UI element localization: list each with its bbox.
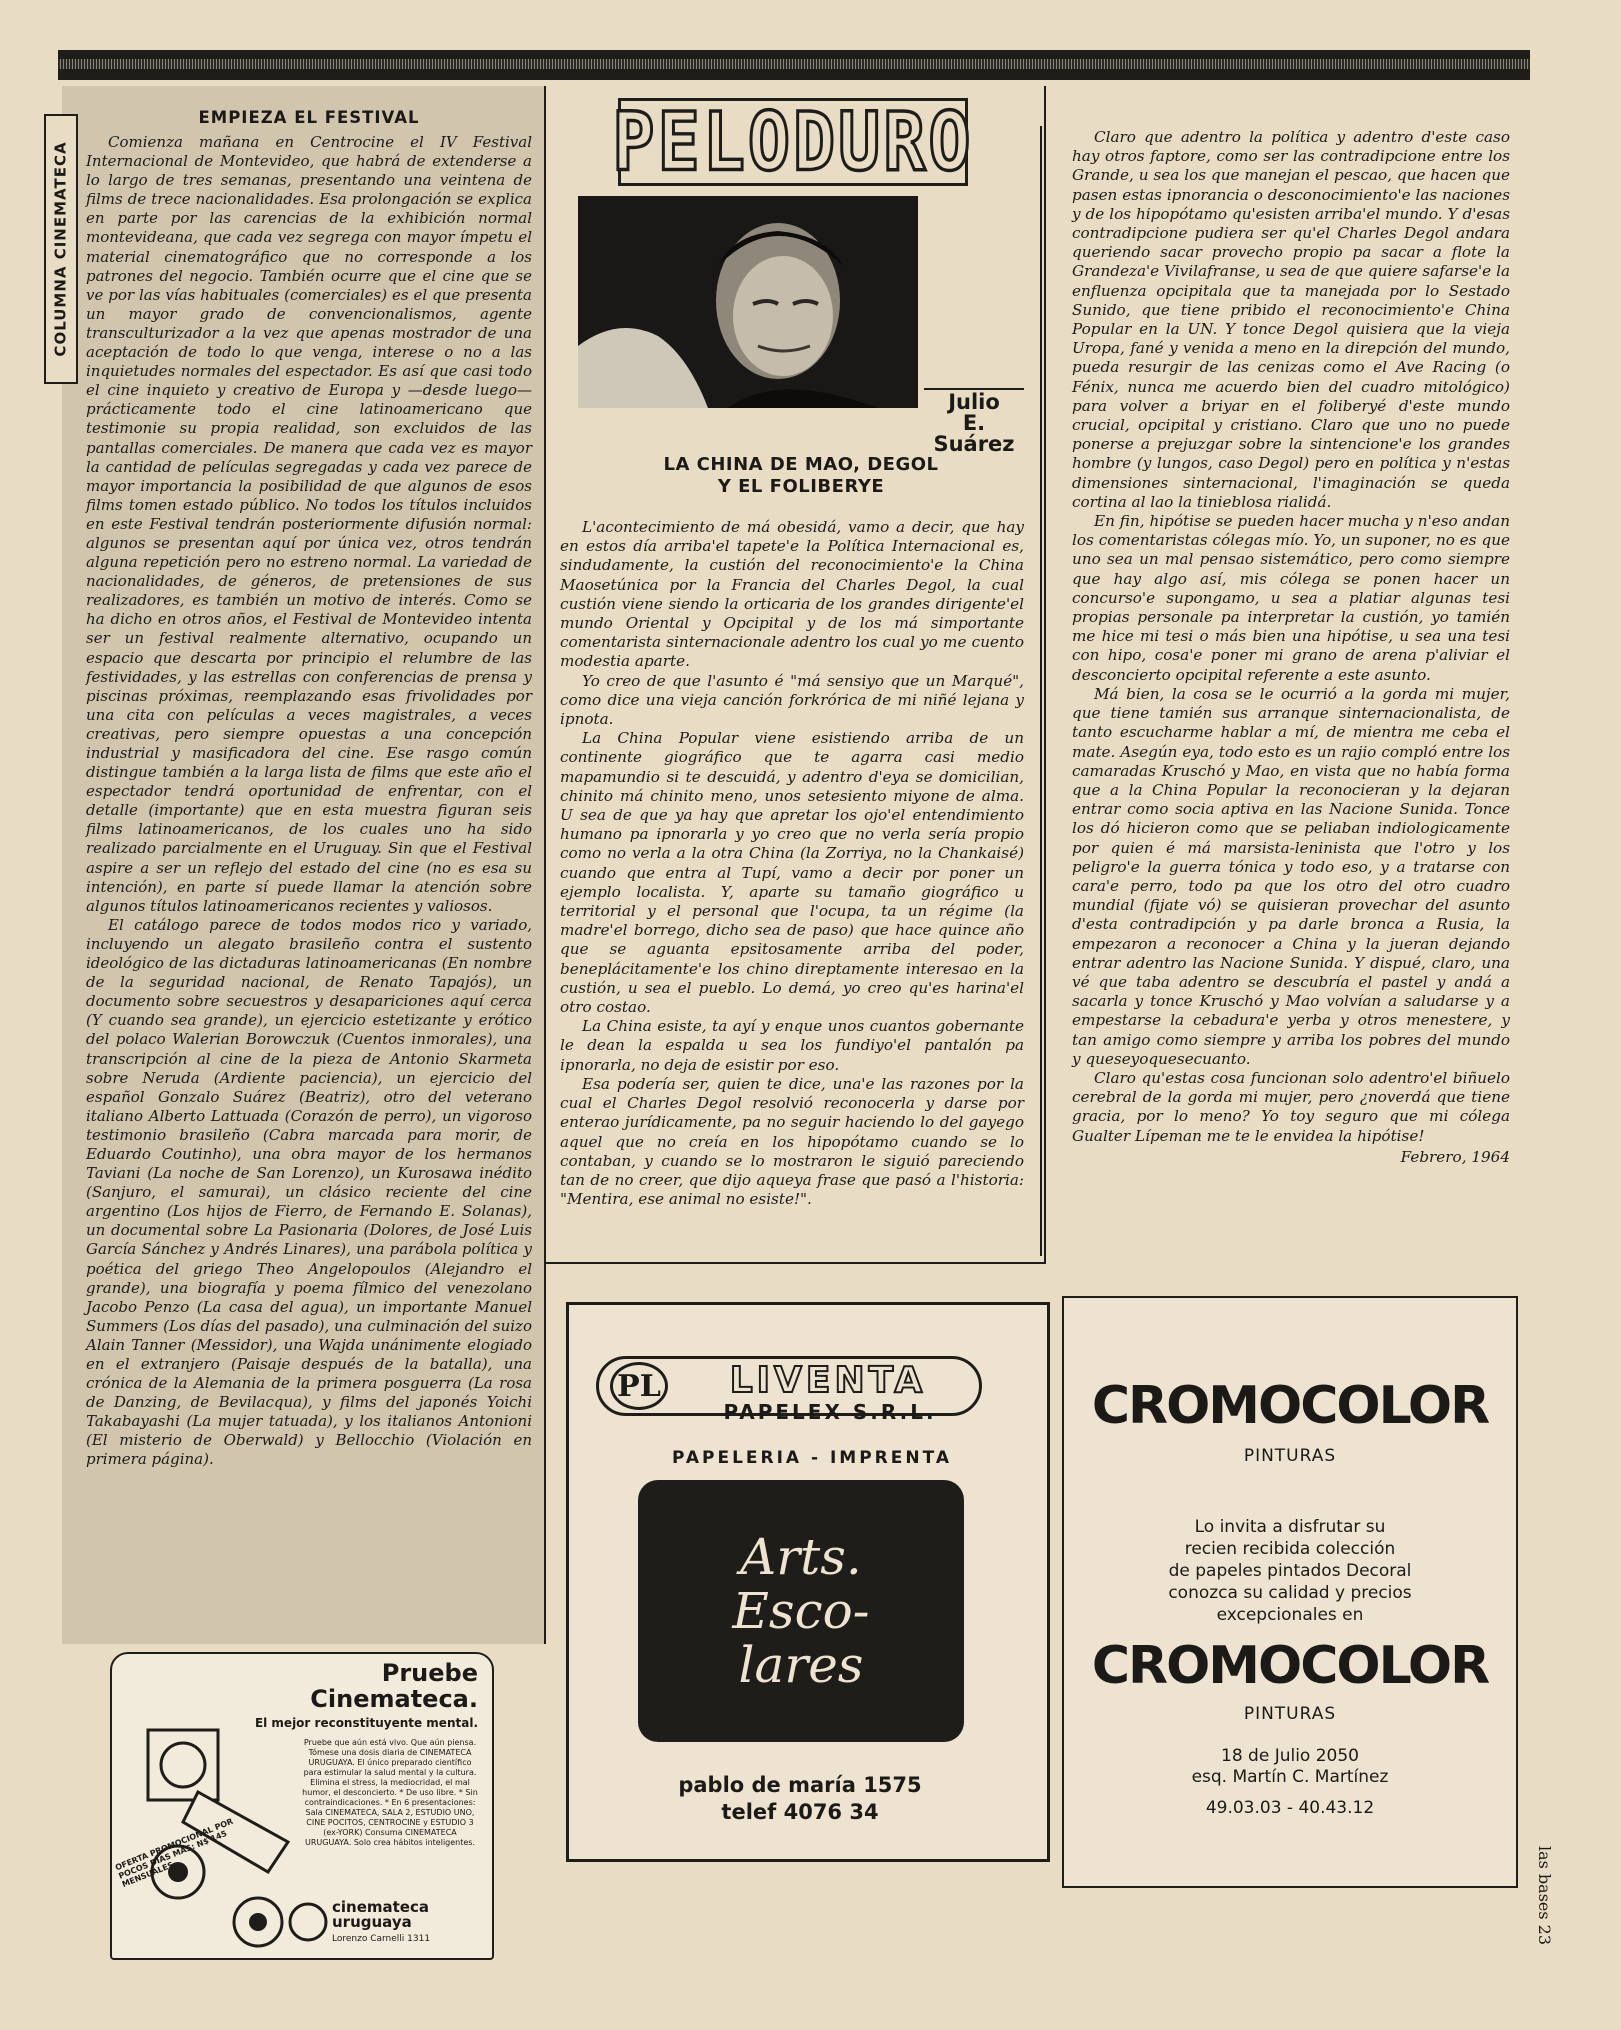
article-paragraph: La China esiste, ta ayí y enque unos cuantos gobernante le dean la espalda u sea los fundiyo'el pantalón pa ipnorarla, no deja de esistir por eso. <box>560 1017 1024 1074</box>
article-paragraph: La China Popular viene esistiendo arriba de un continente giográfico que te agarra casi medio mapamundio si te descuidá, y adentro d'eya se domicilian, chinito má chinito meno, unos setesiento miyone de alma. U sea de que ya hay que apretar los ojo'el entendimiento humano pa ipnorarla y yo creo que no verla sería propio como no verla a la otra China (la Zorriya, no la Chankaisé) cuando que entra al Tupí, vamo a decir por poner un ejemplo localista. Y, aparte su tamaño giográfico u territorial y el personal que l'ocupa, ta un régime (la madre'el borrego, dicho sea de paso) que hace quince año que se aguanta epsitosamente arriba del poder, beneplácitamente'e los chino direptamente interesao en la custión, u sea el pueblo. Lo demá, yo creo qu'es harina'el otro costao. <box>560 729 1024 1017</box>
article-body-right <box>1072 128 1510 1167</box>
liventa-contact: pablo de maría 1575 telef 4076 34 <box>678 1773 922 1824</box>
article-paragraph: Yo creo de que l'asunto é "má sensiyo que un Marqué", como dice una vieja canción forkrórica de mi niñé lejana y ipnota. <box>560 671 1024 729</box>
liventa-name: LIVENTA <box>729 1360 927 1401</box>
page-number: las bases 23 <box>1535 1845 1555 1945</box>
column-heading: EMPIEZA EL FESTIVAL <box>198 108 420 127</box>
cromocolor-brand: CROMOCOLOR <box>1091 1376 1489 1436</box>
cinemateca-logo: cinemateca uruguaya <box>332 1898 429 1931</box>
cromocolor-body: Lo invita a disfrutar su recien recibida colección de papeles pintados Decoral conozca su calidad y precios excepcionales en <box>1168 1517 1412 1625</box>
cinemateca-ad-subhead: El mejor reconstituyente mental. <box>254 1716 478 1730</box>
cinemateca-ad-promo: OFERTA PROMOCIONAL POR POCOS DIAS MAS: N$ 145 MENSUALES <box>114 1816 235 1890</box>
author-photo <box>578 196 918 408</box>
article-headline: LA CHINA DE MAO, DEGOL Y EL FOLIBERYE <box>663 454 939 497</box>
cromocolor-phones: 49.03.03 - 40.43.12 <box>1205 1798 1375 1818</box>
article-paragraph: En fin, hipótise se pueden hacer mucha y n'eso andan los comentaristas cólegas mío. Yo, un suponer, no es que uno sea un mal pensao sistemático, pero como siempre que hay algo así, mis cólega se ponen hacer un concurso'e supongamo, u sea a platiar algunas tesi propias personale pa interpretar la custión, yo tamién me hice mi tesi o más bien una hipótise, u sea una tesi con hipo, cosa'e poner mi grano de arena p'aliviar el desconcierto opcipital referente a este asunto. <box>1072 512 1510 684</box>
column-paragraph: Comienza mañana en Centrocine el IV Festival Internacional de Montevideo, que habrá de extenderse a lo largo de tres semanas, presentando una veintena de films de trece nacionalidades. Esa prolongación se explica en parte por las carencias de la exhibición normal montevideana, que cada vez segrega con mayor ímpetu el material cinematográfico que no corresponde a los patrones del negocio. También ocurre que el cine que se ve por las vías habituales (comerciales) es el que presenta un mayor grado de convencionalismos, agente transculturizador a la vez que apenas mostrador de una aceptación de todo lo que venga, interese o no a las inquietudes normales del espectador. Es así que casi todo el cine inquieto y creativo de Europa y —desde luego— prácticamente todo el cine latinoamericano que testimonie su propia realidad, son excluidos de las pantallas comerciales. De manera que cada vez es mayor la cantidad de películas segregadas y cada vez parece de mayor importancia la posibilidad de que algunos de esos films tomen estado público. No todos los títulos incluidos en este Festival tendrán posteriormente difusión normal: algunos se presentan aquí por única vez, otros tendrán alguna repetición pero no estreno normal. La variedad de nacionalidades, de géneros, de pretensiones de sus realizadores, es también un motivo de interés. Como se ha dicho en otros años, el Festival de Montevideo intenta ser un festival realmente alternativo, ocupando un espacio que descarta por principio el relumbre de las festividades, y las estrellas con conferencias de prensa y piscinas próximas, reemplazando esas frivolidades por una cita con películas a veces magistrales, a veces creativas, pero siempre opuestas a una concepción industrial y masificadora del cine. Ese rasgo común distingue también a la larga lista de films que este año el espectador tendrá oportunidad de enfrentar, con el detalle (importante) que en esta muestra figuran seis films latinoamericanos, de los cuales uno ha sido realizado parcialmente en el Uruguay. Sin que el Festival aspire a ser un reflejo del estado del cine (no es esa su intención), en parte sí puede llamar la atención sobre algunos títulos latinoamericanos recientes y valiosos. <box>86 133 532 915</box>
masthead-title: PELODURO <box>612 94 974 190</box>
article-body-left <box>560 518 1024 1209</box>
cromocolor-brand: CROMOCOLOR <box>1091 1636 1489 1696</box>
cinemateca-address: Lorenzo Carnelli 1311 <box>332 1934 431 1944</box>
arts-escolares-box <box>638 1480 964 1742</box>
cinemateca-column <box>62 86 546 1644</box>
cromocolor-address: 18 de Julio 2050 esq. Martín C. Martínez <box>1191 1746 1389 1787</box>
cinemateca-ad-headline: Pruebe Cinemateca. <box>310 1659 478 1713</box>
liventa-tagline: PAPELERIA - IMPRENTA <box>671 1448 953 1468</box>
arts-escolares-text: Arts. Esco- lares <box>732 1528 870 1694</box>
article-paragraph: Claro que adentro la política y adentro d'este caso hay otros faptore, como ser las contradipcione entre los Grande, u sea los que manejan el pescao, que hacen que pasen estas ipnorancia o desconocimiento'e las naciones y de los hipopótamo qu'esisten arriba'el mundo. Y d'esas contradipcione pudiera ser qu'el Charles Degol andara queriendo sacar provecho propio pa sacar a flote la Grandeza'e Vivilafranse, u sea de que quiere safarse'e la enfluenza opcipitala que ta manejada por lo Sestado Sunido, que tiene pribido el reconocimiento'e China Popular en la UN. Y tonce Degol quisiera que la vieja Uropa, fané y venida a meno en la direpción del mundo, pueda resurgir de las cenizas como el Ave Racing (o Fénix, nunca me acuerdo bien del cuadro mitológico) para volver a briyar en el foliberyé d'este mundo crucial, opcipital y cristiano. Claro que uno no puede ponerse a prejuzgar sobre la sintencione'e los grandes hombre (y lungos, caso Degol) pero en política y n'estas dimensiones sinternacional, l'imaginación se queda cortina al lao la tinieblosa rialidá. <box>1072 128 1510 511</box>
article-paragraph: Esa podería ser, quien te dice, una'e las razones por la cual el Charles Degol resolvió reconocerla y darse por enterao jurídicamente, pa no seguir haciendo lo del gayego aquel que no creía en los hipopótamo cuando se lo contaban, y cuando se lo mostraron le siguió pareciendo tan de no creer, que dijo aqueya frase que pasó a l'historia: "Mentira, ese animal no esiste!". <box>560 1074 1024 1209</box>
column-divider <box>1040 126 1042 1256</box>
liventa-logo-mark: PL <box>610 1362 668 1410</box>
top-rule <box>58 50 1530 80</box>
column-paragraph: El catálogo parece de todos modos rico y variado, incluyendo un alegato brasileño contra el sustento ideológico de las dictaduras latinoamericanas (En nombre de la seguridad nacional, de Renato Tapajós), un documento sobre secuestros y desapariciones aquí cerca (Y cuando sea grande), un ejercicio estetizante y erótico del polaco Walerian Borowczuk (Cuentos inmorales), una transcripción al cine de la pieza de Antonio Skarmeta sobre Neruda (Ardiente paciencia), un ejercicio del español Gonzalo Suárez (Beatriz), otro del veterano italiano Alberto Lattuada (Corazón de perro), un vigoroso testimonio brasileño (Cabra marcada para morir, de Eduardo Coutinho), una obra mayor de los hermanos Taviani (La noche de San Lorenzo), un Kurosawa inédito (Sanjuro, el samurai), un clásico reciente del cine argentino (Los hijos de Fierro, de Fernando E. Solanas), un documental sobre La Pasionaria (Dolores, de José Luis García Sánchez y Andrés Linares), una parábola política y poética del griego Theo Angelopoulos (Alejandro el grande), una biografía y poema fílmico del venezolano Jacobo Penzo (La casa del agua), un importante Manuel Summers (Los días del pasado), una culminación del suizo Alain Tanner (Messidor), una Wajda unánimente elogiado en el extranjero (Paisaje después de la batalla), una crónica de la Alemania de la primera posguerra (La rosa de Danzing, de Bevilacqua), y films del japonés Yoichi Takabayashi (La mujer tatuada), y los italianos Antonioni (El misterio de Oberwald) y Bellocchio (Violación en primera página). <box>86 915 532 1469</box>
liventa-company: PAPELEX S.R.L. <box>723 1400 937 1424</box>
article-paragraph: L'acontecimiento de má obesidá, vamo a decir, que hay en estos día arriba'el tapete'e la Política Internacional es, sindudamente, la custión del reconocimiento'e la China Maosetúnica por la Francia del Charles Degol, la cual custión viene siendo la orticaria de los grandes dirigente'el mundo Oriental y Opcipital y de los má simportante comentarista sinternacionale adentro los cual yo me cuento modestia aparte. <box>560 518 1024 671</box>
cinemateca-ad-copy: Pruebe que aún está vivo. Que aún piensa. Tómese una dosis diaria de CINEMATECA URUGUAYA. El único preparado científico para estimular la salud mental y la cultura. Elimina el stress, la mediocridad, el mal humor, el desconcierto. * De uso libre. * Sin contraindicaciones. * En 6 presentaciones: Sala CINEMATECA, SALA 2, ESTUDIO UNO, CINE POCITOS, CENTROCINE y ESTUDIO 3 (ex-YORK) Consuma CINEMATECA URUGUAYA. Solo crea hábitos inteligentes. <box>302 1738 478 1847</box>
byline: Julio E. Suárez <box>924 388 1024 455</box>
article-date: Febrero, 1964 <box>1400 1147 1510 1166</box>
cromocolor-sub: PINTURAS <box>1243 1704 1337 1724</box>
article-paragraph: Má bien, la cosa se le ocurrió a la gorda mi mujer, que tiene tamién sus arranque sinternacionalista, de tanto escucharme hablar a mí, de mientra me ceba el mate. Asegún eya, todo esto es un rajio compló entre los camaradas Kruschó y Mao, en vista que no había forma que a la China Popular la reconocieran y la dejaran entrar como socia aptiva en las Nacione Sunida. Tonce los dó hicieron como que se peliaban indiologicamente por quien é má marsista-leninista que l'otro y los peligro'e la guerra tónica y todo eso, y a tratarse con cara'e perro, todo pa que los otro del otro cuadro mundial (fijate vó) se quisieran provechar del asunto d'esta contradipción y pa darle bronca a Rusia, la empezaron a reconocer a China y la jueran dejando entrar adentro las Nacione Sunida. Y dispué, claro, una vé que taba adentro se descubría el pastel y andá a sacarla y tonce Kruschó y Mao volvían a saludarse y a empestarse la cebadura'e yerba y otros menestere, y tan amigo como siempre y arriba los pobres del mundo y queseyoquesecuanto. <box>1072 684 1510 1068</box>
column-label: COLUMNA CINEMATECA <box>44 114 78 384</box>
cromocolor-sub: PINTURAS <box>1243 1446 1337 1466</box>
masthead <box>612 94 974 190</box>
article-paragraph: Claro qu'estas cosa funcionan solo adentro'el biñuelo cerebral de la gorda mi mujer, pero ¿noverdá que tiene gracia, por lo meno? Yo toy seguro que mi cólega Gualter Lípeman me te le envidea la hipótise! <box>1072 1068 1510 1145</box>
